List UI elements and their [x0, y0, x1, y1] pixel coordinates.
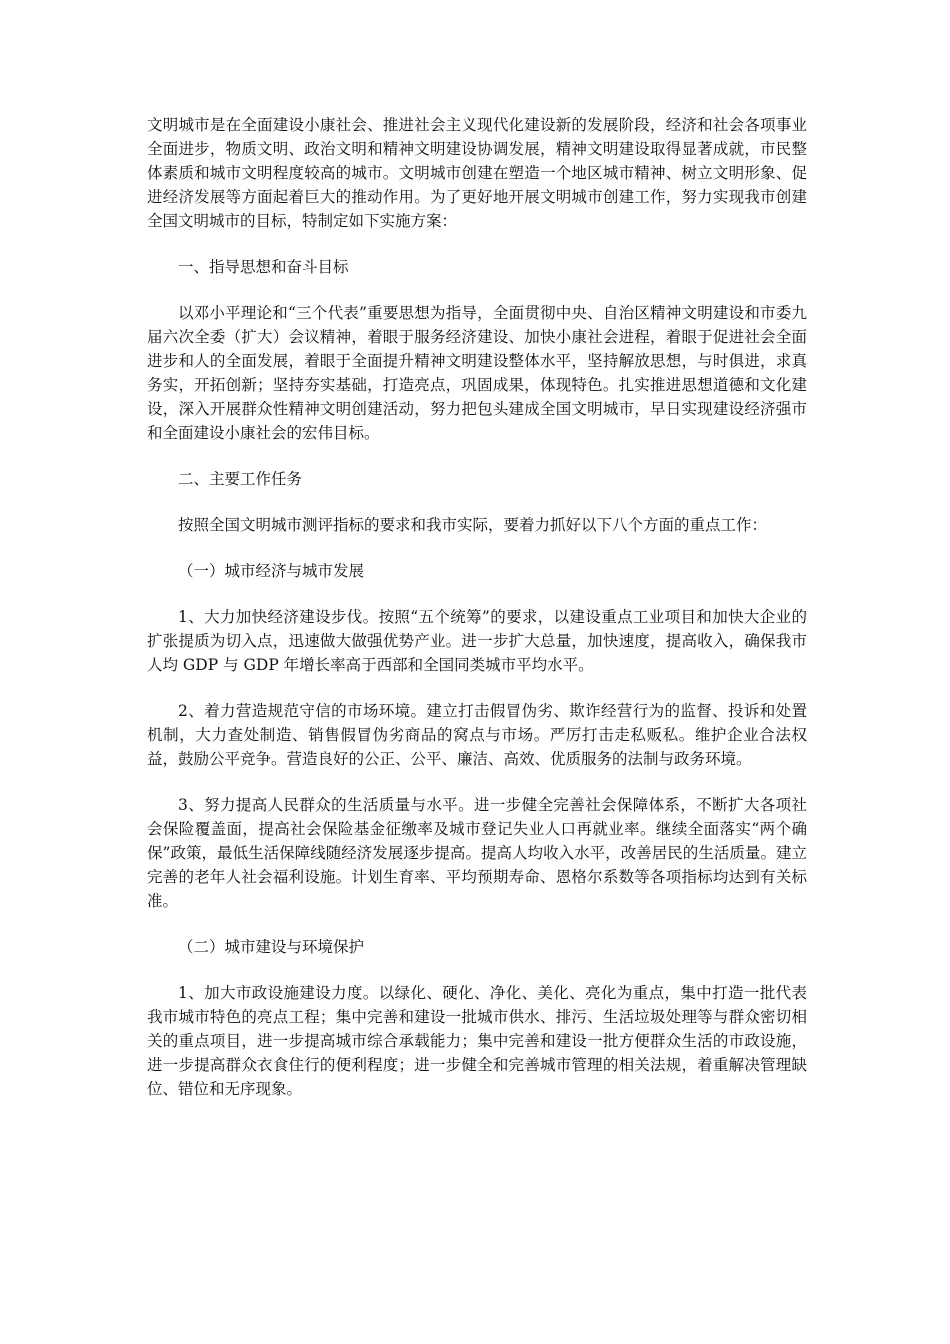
subsection1-item3: 3、努力提高人民群众的生活质量与水平。进一步健全完善社会保障体系，不断扩大各项社会保险覆盖面，提高社会保险基金征缴率及城市登记失业人口再就业率。继续全面落实“两个确保”政策，最低生活保障线随经济发展逐步提高。提高人均收入水平，改善居民的生活质量。建立完善的老年人社会福利设施。计划生育率、平均预期寿命、恩格尔系数等各项指标均达到有关标准。: [147, 796, 807, 910]
section2-intro-paragraph: 按照全国文明城市测评指标的要求和我市实际，要着力抓好以下八个方面的重点工作：: [178, 516, 768, 534]
section1-paragraph: 以邓小平理论和“三个代表”重要思想为指导，全面贯彻中央、自治区精神文明建设和市委九届六次全委（扩大）会议精神，着眼于服务经济建设、加快小康社会进程，着眼于促进社会全面进步和人的全面发展，着眼于全面提升精神文明建设整体水平，坚持解放思想，与时俱进，求真务实，开拓创新；坚持夯实基础，打造亮点，巩固成果，体现特色。扎实推进思想道德和文化建设，深入开展群众性精神文明创建活动，努力把包头建成全国文明城市，早日实现建设经济强市和全面建设小康社会的宏伟目标。: [147, 304, 807, 442]
subsection2-heading: （二）城市建设与环境保护: [178, 938, 365, 956]
section1-heading: 一、指导思想和奋斗目标: [178, 258, 349, 276]
section2-heading: 二、主要工作任务: [178, 470, 303, 488]
subsection1-item2: 2、着力营造规范守信的市场环境。建立打击假冒伪劣、欺诈经营行为的监督、投诉和处置机制，大力查处制造、销售假冒伪劣商品的窝点与市场。严厉打击走私贩私。维护企业合法权益，鼓励公平竞争。营造良好的公正、公平、廉洁、高效、优质服务的法制与政务环境。: [147, 702, 807, 768]
intro-paragraph: 文明城市是在全面建设小康社会、推进社会主义现代化建设新的发展阶段，经济和社会各项事业全面进步，物质文明、政治文明和精神文明建设协调发展，精神文明建设取得显著成就，市民整体素质和城市文明程度较高的城市。文明城市创建在塑造一个地区城市精神、树立文明形象、促进经济发展等方面起着巨大的推动作用。为了更好地开展文明城市创建工作，努力实现我市创建全国文明城市的目标，特制定如下实施方案：: [147, 116, 807, 230]
document-body: [147, 113, 807, 1123]
subsection2-item1: 1、加大市政设施建设力度。以绿化、硬化、净化、美化、亮化为重点，集中打造一批代表我市城市特色的亮点工程；集中完善和建设一批城市供水、排污、生活垃圾处理等与群众密切相关的重点项目，进一步提高城市综合承载能力；集中完善和建设一批方便群众生活的市政设施，进一步提高群众衣食住行的便利程度；进一步健全和完善城市管理的相关法规，着重解决管理缺位、错位和无序现象。: [147, 984, 807, 1098]
subsection1-item1: 1、大力加快经济建设步伐。按照“五个统筹”的要求，以建设重点工业项目和加快大企业的扩张提质为切入点，迅速做大做强优势产业。进一步扩大总量，加快速度，提高收入，确保我市人均 GDP 与 GDP 年增长率高于西部和全国同类城市平均水平。: [147, 608, 807, 674]
subsection1-heading: （一）城市经济与城市发展: [178, 562, 365, 580]
